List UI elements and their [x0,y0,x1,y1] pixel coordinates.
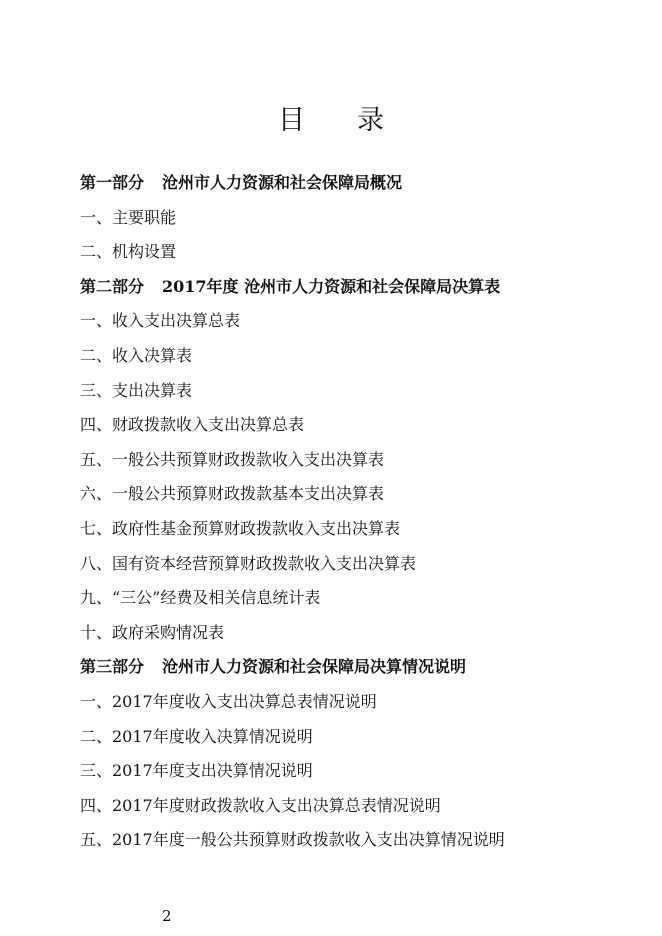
toc-item[interactable]: 六、一般公共预算财政拨款基本支出决算表 [80,484,385,504]
toc-item[interactable]: 四、2017年度财政拨款收入支出决算总表情况说明 [80,795,441,815]
toc-item[interactable]: 四、财政拨款收入支出决算总表 [80,415,305,435]
toc-item[interactable]: 九、“三公”经费及相关信息统计表 [80,588,321,608]
toc-item[interactable]: 一、收入支出决算总表 [80,311,241,331]
part3-heading[interactable] [80,654,640,689]
part2-heading[interactable] [80,274,640,309]
toc-item[interactable]: 五、一般公共预算财政拨款收入支出决算表 [80,449,385,469]
part3-label: 第三部分 [80,657,145,677]
page-number: 2 [162,907,172,925]
part2-label: 第二部分 [80,276,145,296]
toc-item[interactable]: 一、2017年度收入支出决算总表情况说明 [80,691,377,711]
part1-label: 第一部分 [80,173,145,192]
toc-item[interactable]: 一、主要职能 [80,207,177,227]
part1-name: 沧州市人力资源和社会保障局概况 [162,173,403,192]
toc-item[interactable]: 三、2017年度支出决算情况说明 [80,761,313,781]
toc-item[interactable]: 八、国有资本经营预算财政拨款收入支出决算表 [80,553,417,573]
page-title [0,98,662,137]
title-char-1: 目 [278,105,305,136]
part3-name: 沧州市人力资源和社会保障局决算情况说明 [162,657,467,677]
title-char-2: 录 [357,105,384,136]
toc-item[interactable]: 三、支出决算表 [80,380,193,400]
toc-item[interactable]: 十、政府采购情况表 [80,622,225,642]
part1-heading[interactable] [80,170,640,205]
toc-item[interactable]: 二、2017年度收入决算情况说明 [80,726,313,746]
toc-item[interactable]: 五、2017年度一般公共预算财政拨款收入支出决算情况说明 [80,830,505,850]
table-of-contents [80,170,640,862]
toc-item[interactable]: 二、机构设置 [80,242,177,262]
toc-item[interactable]: 二、收入决算表 [80,345,193,365]
part2-name: 2017年度 沧州市人力资源和社会保障局决算表 [162,276,501,296]
toc-item[interactable]: 七、政府性基金预算财政拨款收入支出决算表 [80,518,401,538]
